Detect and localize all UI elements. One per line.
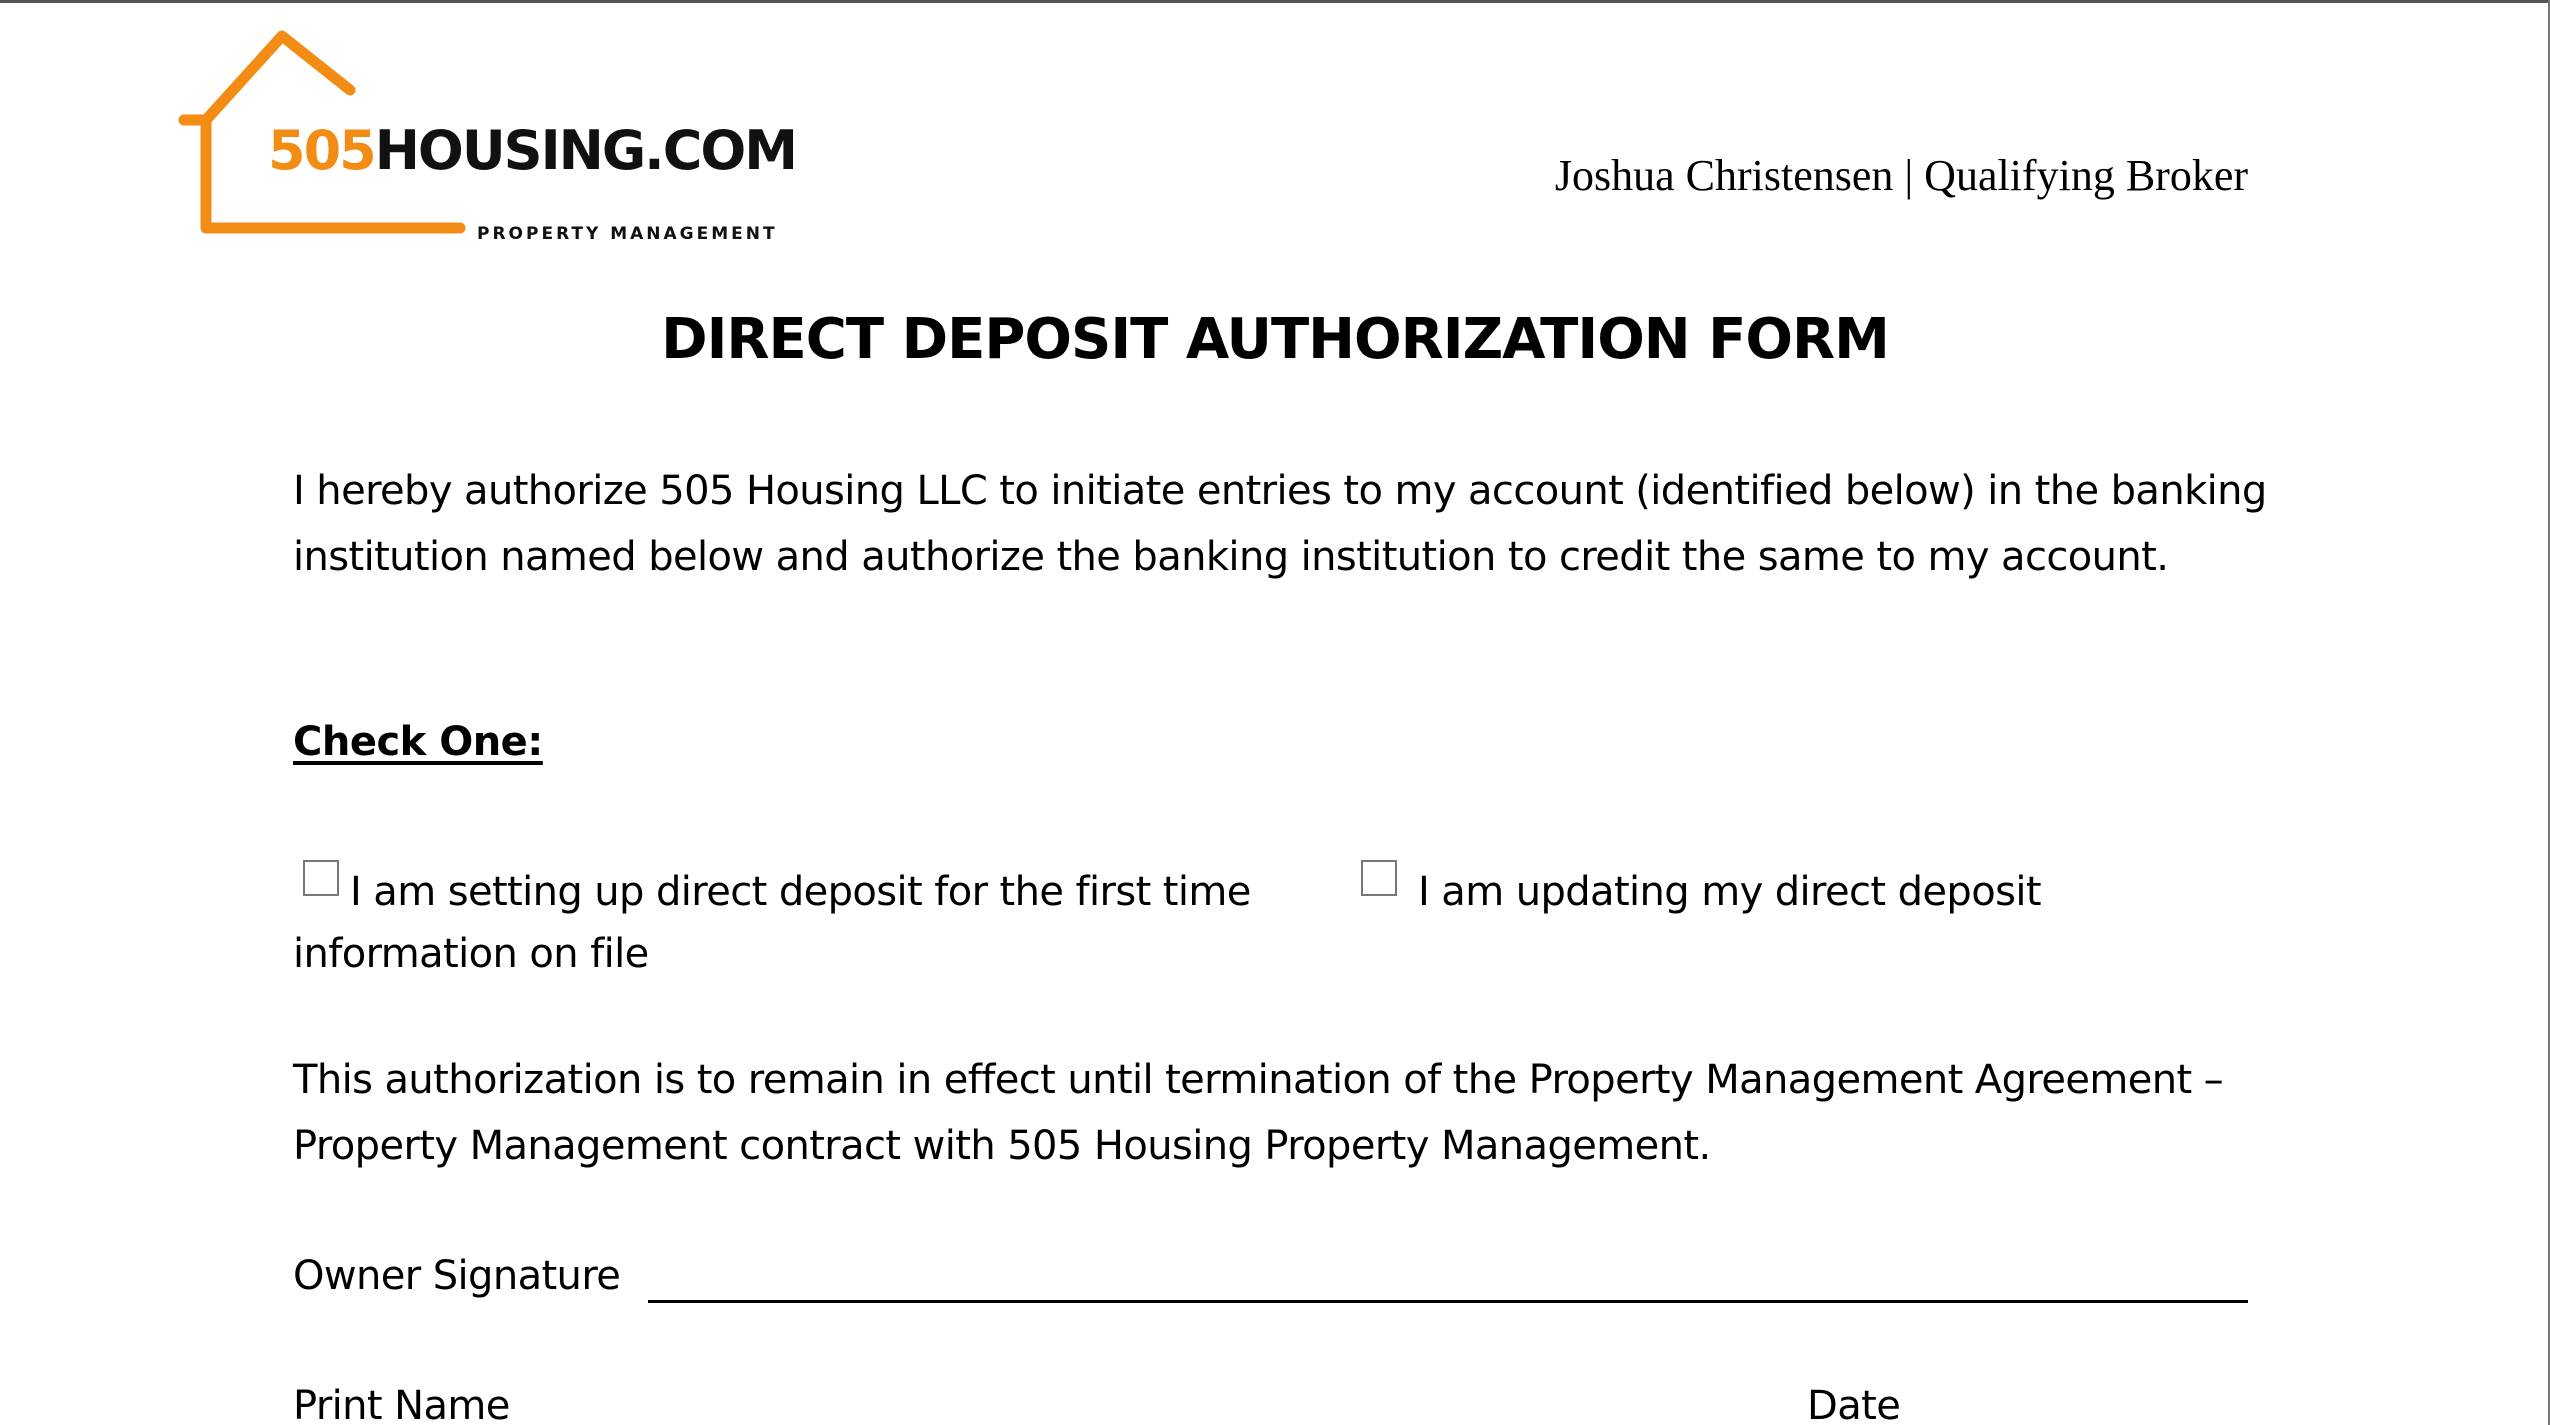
page-top-border [0, 0, 2550, 3]
updating-checkbox[interactable] [1361, 860, 1397, 896]
authorization-paragraph: I hereby authorize 505 Housing LLC to initiate entries to my account (identified below) in the banking institution named below and authorize the banking institution to credit the same to my account. [293, 468, 2267, 580]
updating-option-label-continued: information on file [293, 931, 649, 977]
updating-option-label: I am updating my direct deposit [1418, 869, 2041, 915]
first-time-option-label: I am setting up direct deposit for the first time [350, 869, 1251, 915]
effect-paragraph: This authorization is to remain in effect until termination of the Property Management Agreement – Property Management contract with 505 Housing Property Management. [293, 1057, 2224, 1169]
logo-tagline: PROPERTY MANAGEMENT [477, 224, 778, 244]
first-time-checkbox[interactable] [303, 860, 339, 896]
logo-word: HOUSING.COM [374, 119, 796, 182]
owner-signature-label: Owner Signature [293, 1253, 621, 1299]
broker-name: Joshua Christensen | Qualifying Broker [1554, 151, 2248, 200]
print-name-label: Print Name [293, 1383, 510, 1425]
form-title: DIRECT DEPOSIT AUTHORIZATION FORM [661, 307, 1889, 372]
logo-number: 505 [268, 119, 375, 182]
logo-wordmark [268, 119, 796, 182]
owner-signature-field[interactable] [648, 1300, 2248, 1303]
company-logo [172, 24, 796, 244]
check-one-heading: Check One: [293, 719, 543, 765]
date-label: Date [1807, 1383, 1901, 1425]
